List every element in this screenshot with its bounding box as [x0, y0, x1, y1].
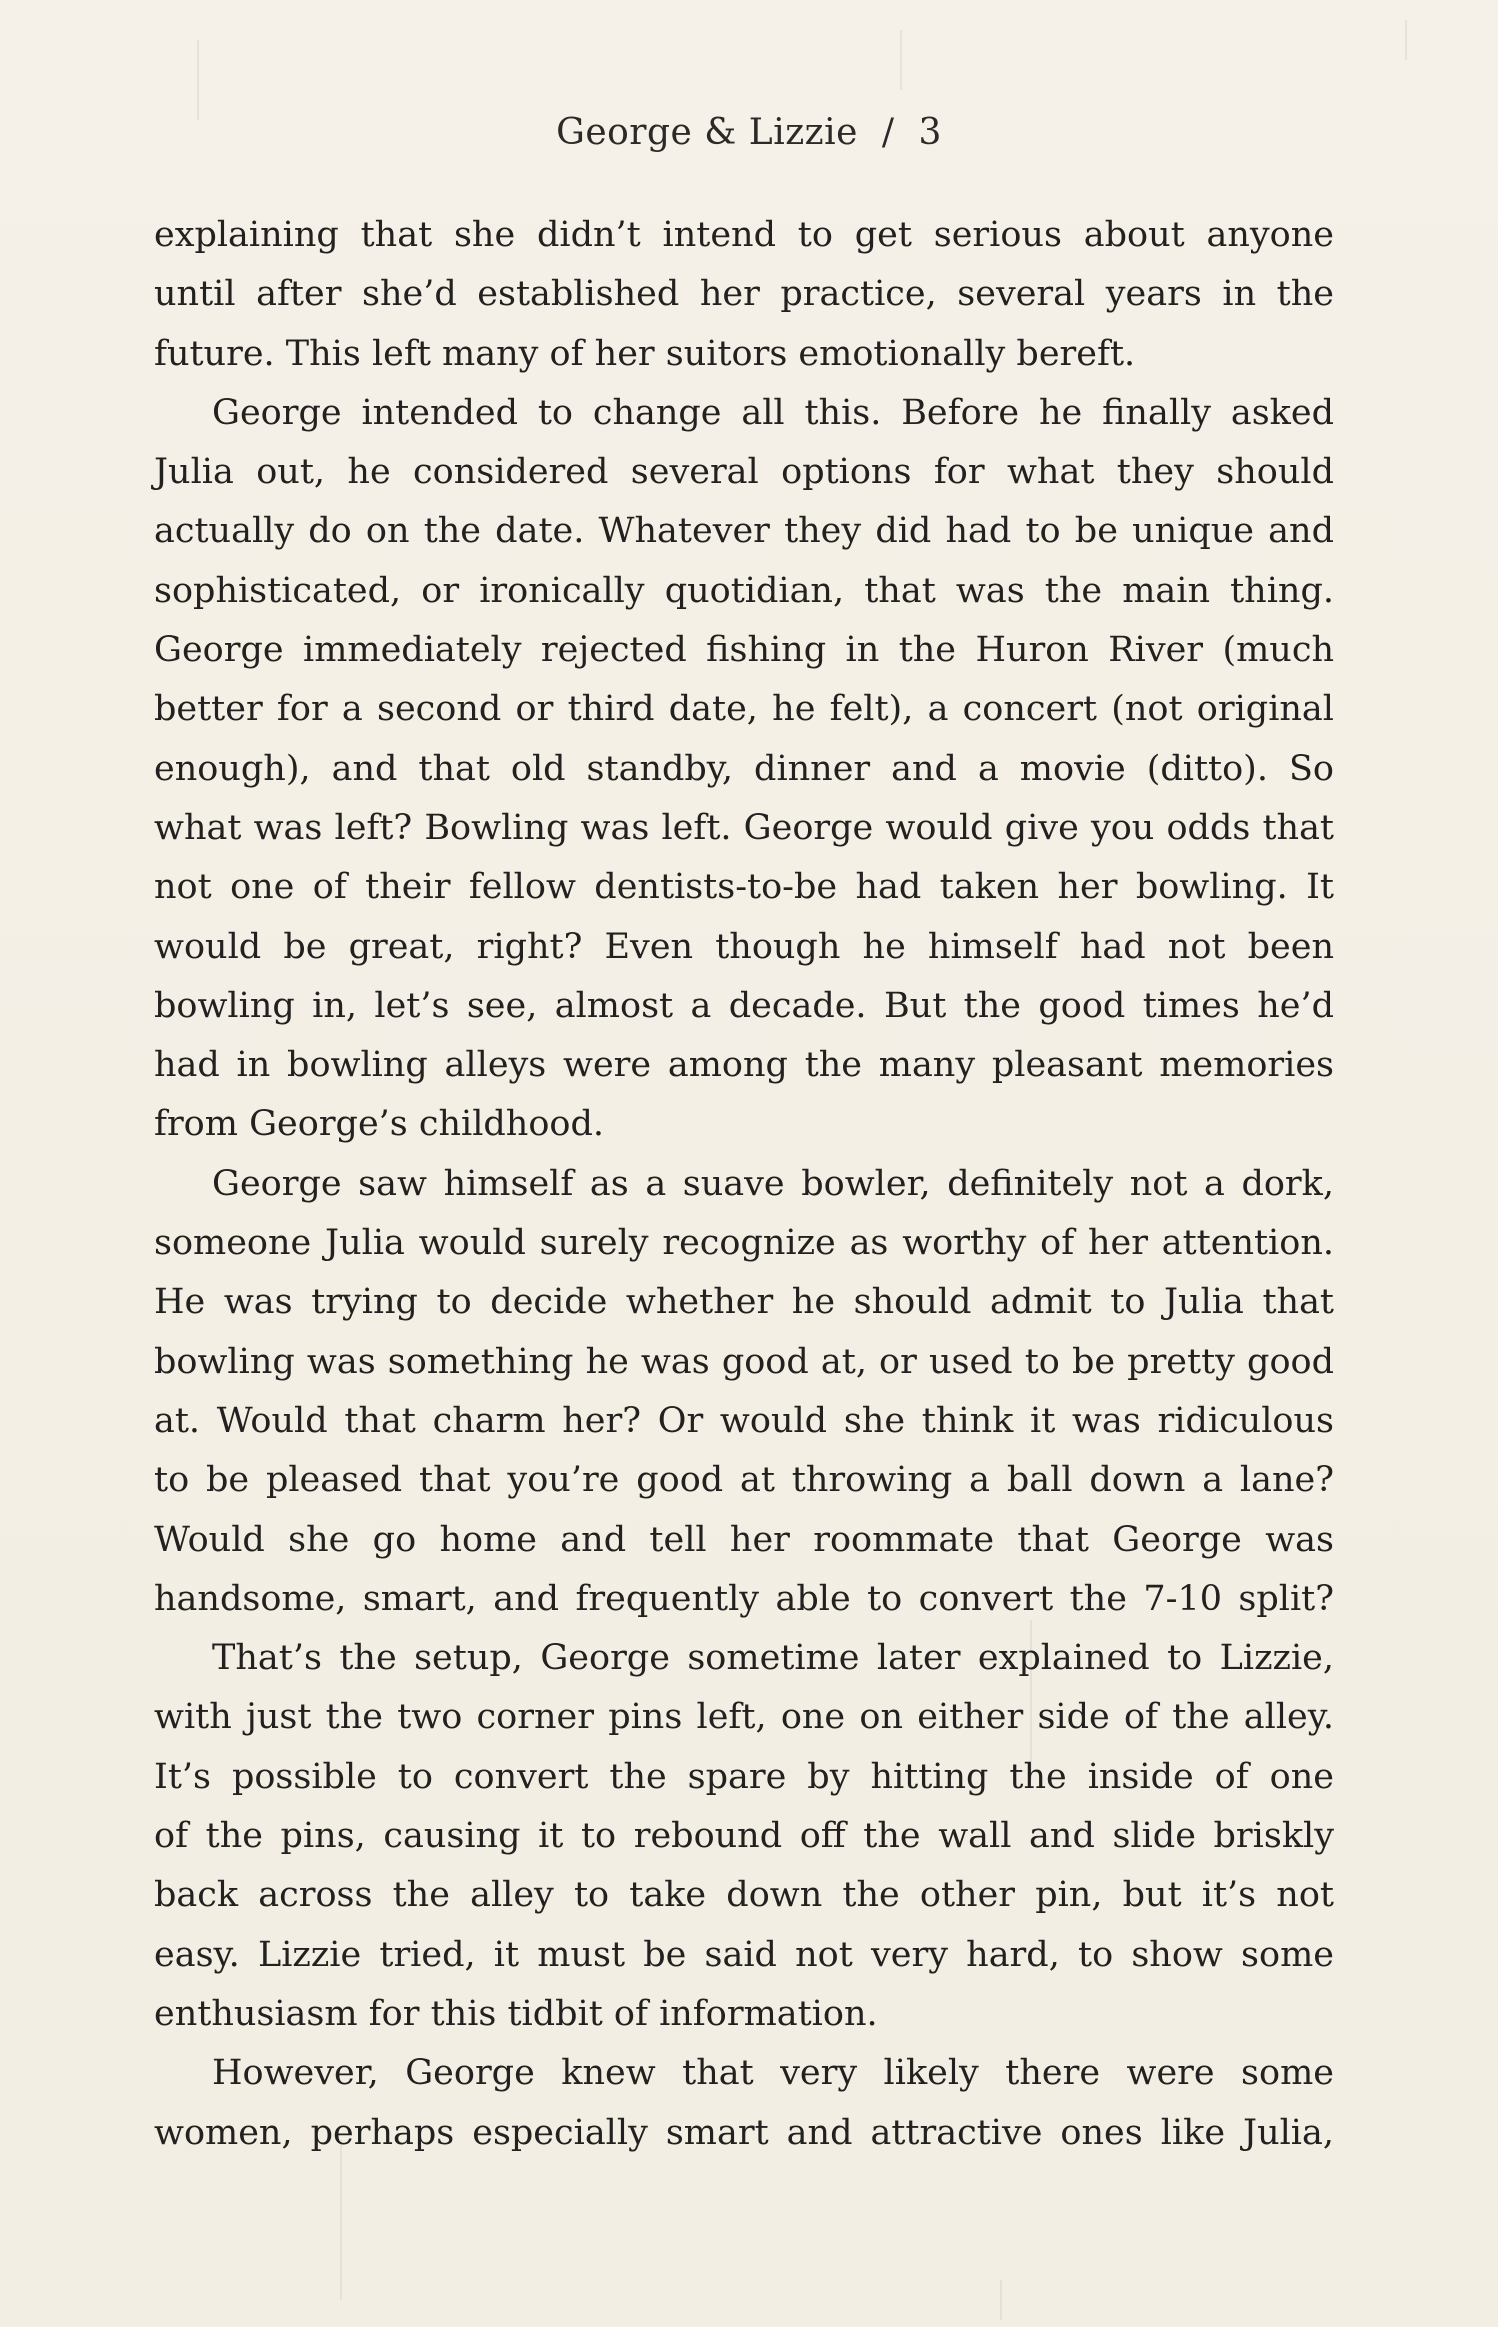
- text-line: enthusiasm for this tidbit of information.: [154, 1993, 878, 2034]
- text-line: until after she’d established her practice, several years in the: [154, 274, 1334, 315]
- page-number: 3: [918, 112, 942, 153]
- text-line: explaining that she didn’t intend to get serious about anyone: [154, 215, 1334, 255]
- text-line: women, perhaps especially smart and attractive ones like Julia,: [154, 2112, 1334, 2153]
- running-header: [0, 108, 1498, 158]
- text-line: better for a second or third date, he felt), a concert (not original: [154, 689, 1334, 730]
- text-line: bowling was something he was good at, or used to be pretty good: [154, 1341, 1334, 1382]
- text-line: from George’s childhood.: [154, 1104, 605, 1145]
- paragraph-2: [154, 384, 1334, 1155]
- text-line: would be great, right? Even though he himself had not been: [154, 926, 1334, 967]
- text-line: handsome, smart, and frequently able to convert the 7-10 split?: [154, 1578, 1334, 1619]
- paragraph-5: [154, 2044, 1334, 2163]
- text-line: However, George knew that very likely there were some: [212, 2053, 1334, 2094]
- text-line: someone Julia would surely recognize as worthy of her attention.: [154, 1223, 1334, 1264]
- paragraph-4: [154, 1629, 1334, 2044]
- text-line: That’s the setup, George sometime later explained to Lizzie,: [212, 1638, 1334, 1679]
- header-separator: /: [881, 112, 895, 153]
- text-line: enough), and that old standby, dinner and a movie (ditto). So: [154, 748, 1334, 789]
- text-line: back across the alley to take down the other pin, but it’s not: [154, 1875, 1334, 1916]
- text-line: with just the two corner pins left, one on either side of the alley.: [154, 1697, 1334, 1738]
- text-line: sophisticated, or ironically quotidian, that was the main thing.: [154, 570, 1334, 611]
- text-line: at. Would that charm her? Or would she think it was ridiculous: [154, 1400, 1334, 1441]
- text-line: George saw himself as a suave bowler, definitely not a dork,: [212, 1163, 1334, 1204]
- text-line: what was left? Bowling was left. George would give you odds that: [154, 807, 1334, 848]
- paragraph-3: [154, 1155, 1334, 1629]
- text-line: It’s possible to convert the spare by hitting the inside of one: [154, 1756, 1334, 1797]
- header-title: George & Lizzie: [556, 112, 858, 153]
- text-line: actually do on the date. Whatever they did had to be unique and: [154, 511, 1334, 552]
- body-text: [154, 206, 1334, 2163]
- text-line: George intended to change all this. Before he finally asked: [212, 392, 1334, 433]
- text-line: future. This left many of her suitors emotionally bereft.: [154, 333, 1136, 374]
- text-line: easy. Lizzie tried, it must be said not very hard, to show some: [154, 1934, 1334, 1975]
- text-line: bowling in, let’s see, almost a decade. But the good times he’d: [154, 985, 1334, 1026]
- text-line: to be pleased that you’re good at throwing a ball down a lane?: [154, 1460, 1334, 1501]
- text-line: Julia out, he considered several options for what they should: [154, 452, 1334, 493]
- paragraph-1: [154, 206, 1334, 384]
- text-line: George immediately rejected fishing in the Huron River (much: [154, 630, 1334, 671]
- text-line: He was trying to decide whether he should admit to Julia that: [154, 1282, 1334, 1323]
- text-line: had in bowling alleys were among the many pleasant memories: [154, 1045, 1334, 1086]
- text-line: not one of their fellow dentists-to-be had taken her bowling. It: [154, 867, 1334, 908]
- text-line: Would she go home and tell her roommate that George was: [154, 1519, 1334, 1560]
- text-line: of the pins, causing it to rebound off the wall and slide briskly: [154, 1816, 1334, 1857]
